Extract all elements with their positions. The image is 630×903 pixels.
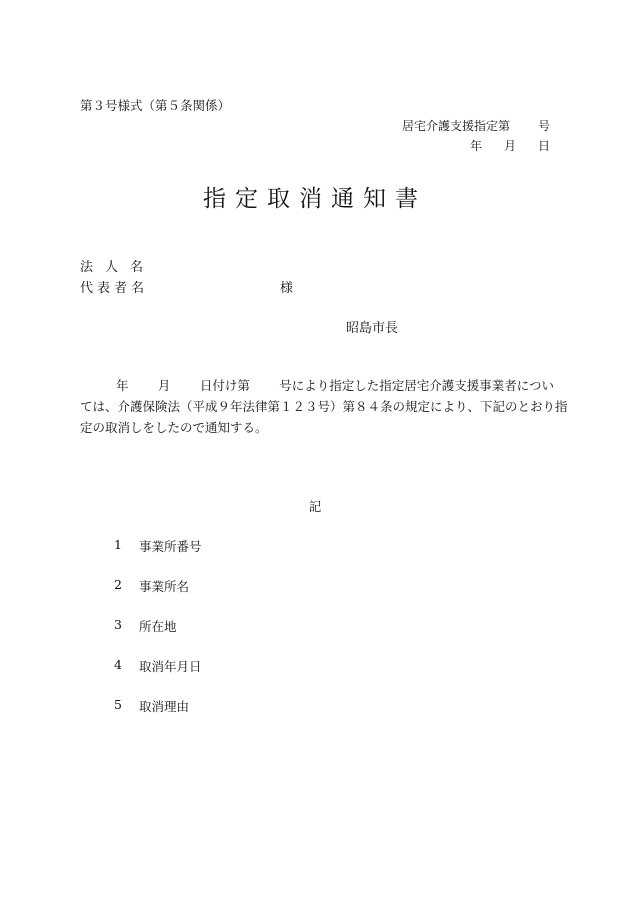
item-number: 4 xyxy=(114,657,122,672)
item-number: 1 xyxy=(114,537,122,552)
body-line1-rest: 号により指定した指定居宅介護支援事業者につい xyxy=(279,378,554,393)
list-item xyxy=(114,657,202,675)
date-day: 日 xyxy=(537,139,550,153)
list-item xyxy=(114,577,189,595)
date-month: 月 xyxy=(503,139,516,153)
reference-suffix: 号 xyxy=(537,119,550,133)
reference-number xyxy=(402,117,550,134)
body-year: 年 xyxy=(116,378,129,393)
body-line-3: 定の取消しをしたので通知する。 xyxy=(80,420,268,435)
date-year: 年 xyxy=(469,139,482,153)
body-day: 日付け第 xyxy=(199,378,250,393)
reference-prefix: 居宅介護支援指定第 xyxy=(401,119,510,133)
item-label: 事業所番号 xyxy=(139,539,202,554)
list-item xyxy=(114,697,189,715)
item-number: 5 xyxy=(114,697,122,712)
representative-name-label: 代表者名 xyxy=(80,281,149,296)
item-number: 2 xyxy=(114,577,122,592)
item-number: 3 xyxy=(114,617,122,632)
issue-date xyxy=(470,137,550,154)
ki-heading: 記 xyxy=(308,499,322,514)
form-number: 第３号様式（第５条関係） xyxy=(80,98,231,113)
corporation-name-label: 法人名 xyxy=(80,260,156,275)
list-item xyxy=(114,537,202,555)
issuer-name: 昭島市長 xyxy=(346,321,399,336)
body-line-1 xyxy=(80,375,554,396)
item-label: 取消年月日 xyxy=(139,659,202,674)
body-month: 月 xyxy=(157,378,171,393)
body-line-2: ては、介護保険法（平成９年法律第１２３号）第８４条の規定により、下記のとおり指 xyxy=(80,399,568,414)
document-title: 指定取消通知書 xyxy=(203,186,427,212)
item-label: 所在地 xyxy=(139,619,177,634)
notice-body xyxy=(80,375,568,438)
item-label: 取消理由 xyxy=(139,699,190,714)
honorific: 様 xyxy=(280,281,294,296)
list-item xyxy=(114,617,177,635)
item-label: 事業所名 xyxy=(139,579,190,594)
